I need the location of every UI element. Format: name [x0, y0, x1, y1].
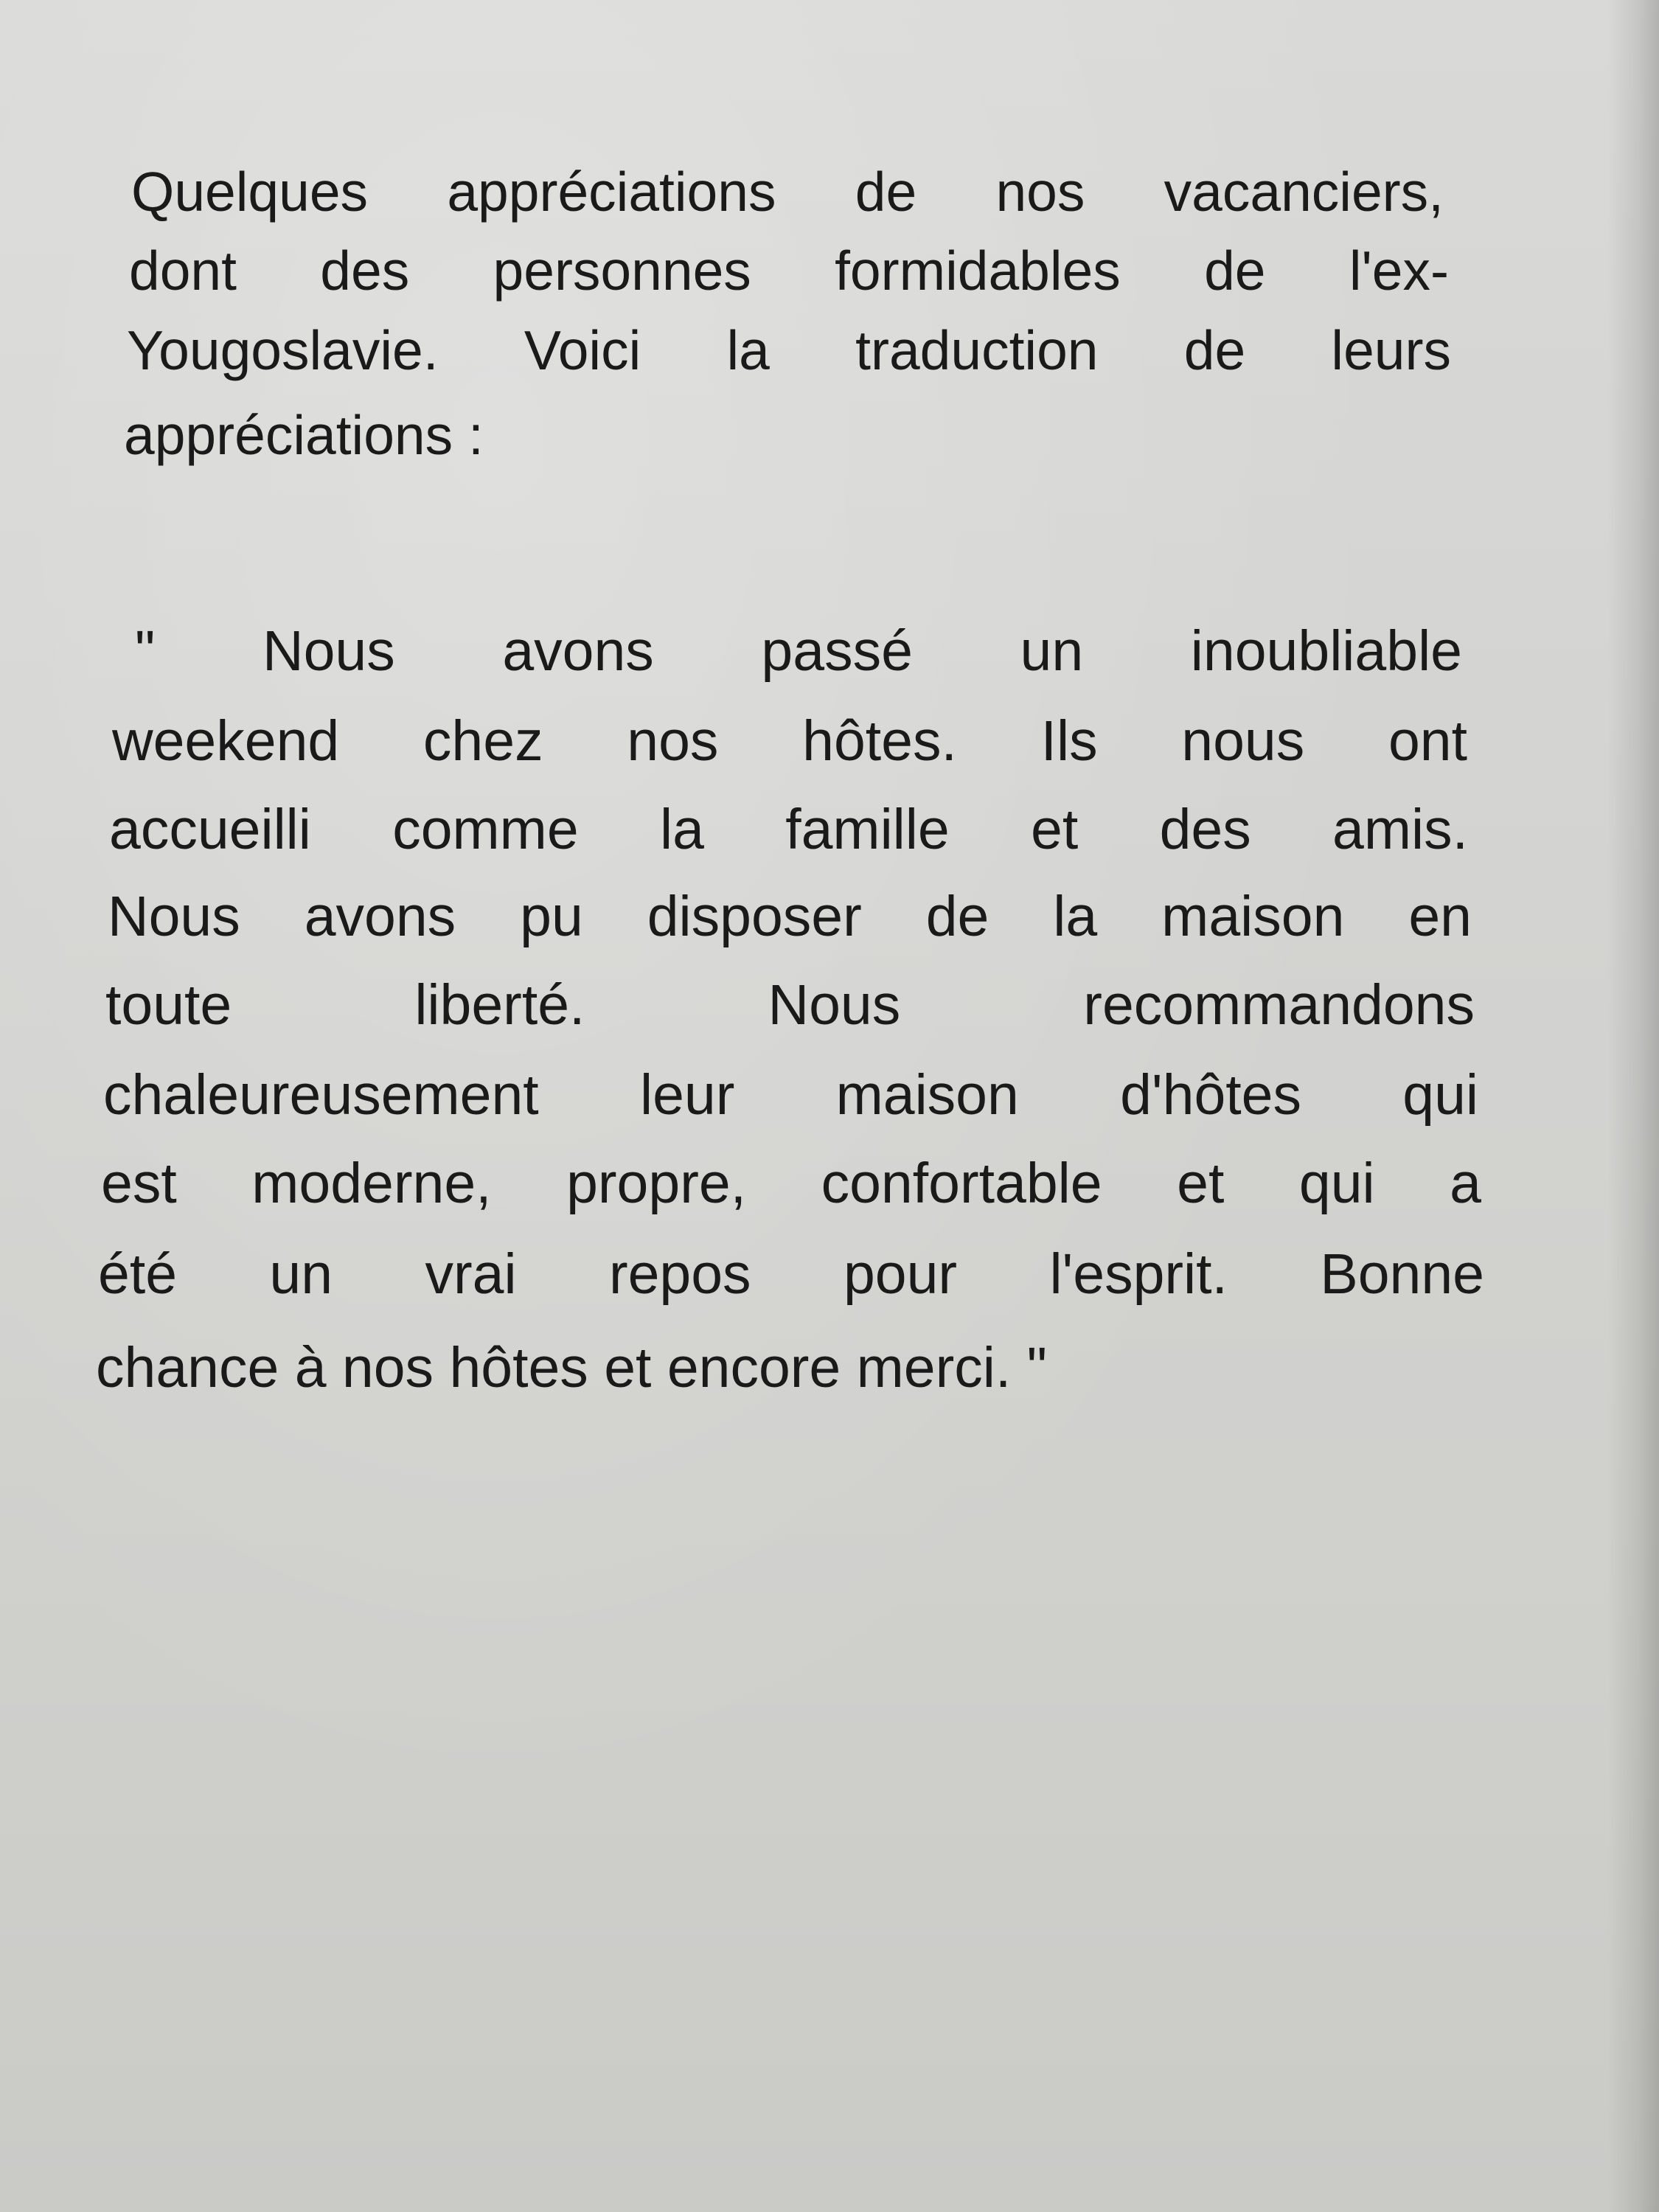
quote-line: Nous avons pu disposer de la maison en: [108, 885, 1472, 948]
quote-line: chance à nos hôtes et encore merci. ": [96, 1336, 1047, 1399]
quote-line: est moderne, propre, confortable et qui a: [101, 1152, 1481, 1215]
intro-line: appréciations :: [124, 404, 484, 466]
quote-line: accueilli comme la famille et des amis.: [109, 798, 1468, 861]
intro-line: Yougoslavie. Voici la traduction de leurs: [127, 319, 1451, 381]
quote-line: été un vrai repos pour l'esprit. Bonne: [98, 1242, 1484, 1306]
intro-line: Quelques appréciations de nos vacanciers,: [131, 161, 1444, 223]
quote-line: weekend chez nos hôtes. Ils nous ont: [112, 709, 1467, 773]
quote-line: toute liberté. Nous recommandons: [105, 973, 1475, 1037]
quote-line: " Nous avons passé un inoubliable: [135, 619, 1462, 683]
intro-line: dont des personnes formidables de l'ex-: [129, 240, 1449, 302]
quote-line: chaleureusement leur maison d'hôtes qui: [103, 1063, 1478, 1127]
